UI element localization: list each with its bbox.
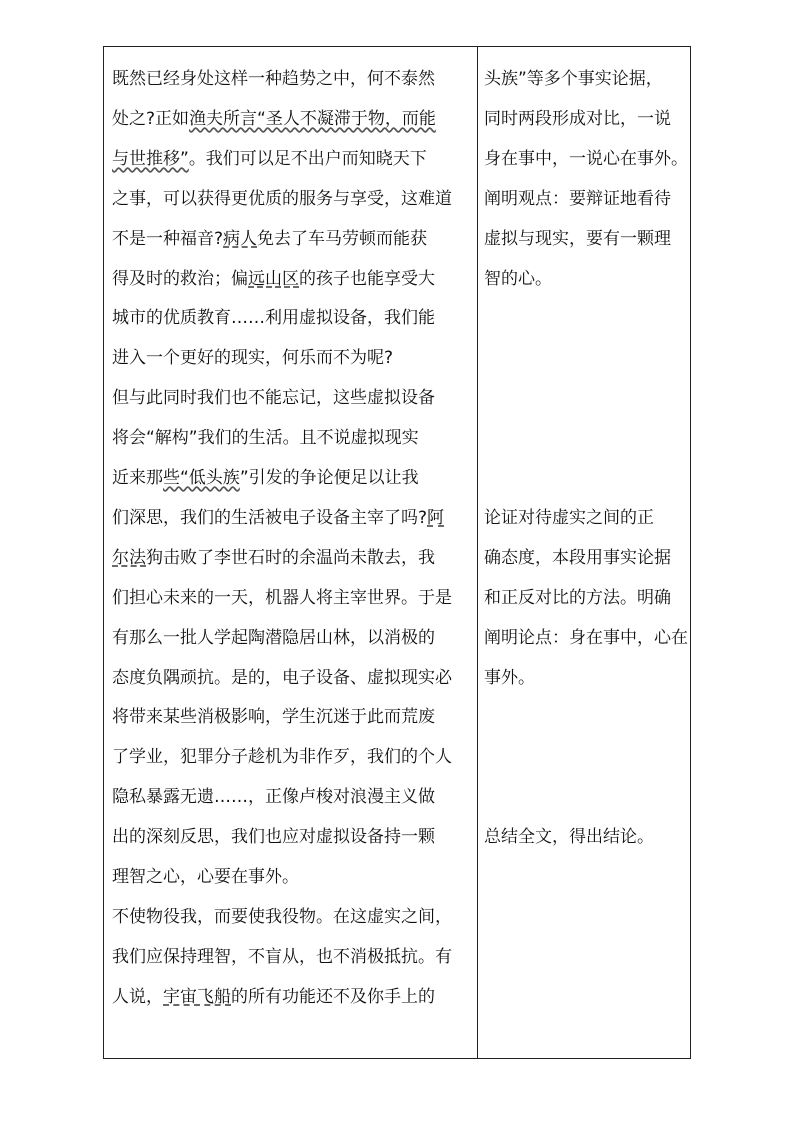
- essay-line: [112, 386, 435, 410]
- text-segment: 不是一种福音?: [112, 228, 224, 249]
- essay-line: [112, 705, 435, 729]
- essay-line: [112, 346, 393, 370]
- essay-line: [112, 306, 435, 330]
- essay-line: [112, 825, 435, 849]
- text-segment: 之事，可以获得更优质的服务与享受，这难道: [112, 188, 452, 209]
- essay-line: [112, 187, 452, 211]
- text-segment: 理智之心，心要在事外。: [112, 867, 299, 887]
- essay-line: [112, 666, 452, 690]
- text-segment: 城市的优质教育……利用虚拟设备，我们能: [112, 308, 435, 329]
- essay-line: [112, 466, 419, 490]
- text-segment: 得及时的救治；偏: [112, 268, 248, 289]
- annotation-line: 身在事中，一说心在事外。: [484, 148, 688, 169]
- text-segment: 出的深刻反思，我们也应对虚拟设备持一颗: [112, 827, 435, 848]
- annotation-line: 和正反对比的方法。明确: [484, 587, 671, 608]
- annotation-line: 智的心。: [484, 268, 552, 289]
- essay-line: [112, 506, 444, 530]
- essay-line: [112, 426, 419, 450]
- text-segment: 人说，: [112, 986, 163, 1007]
- text-segment: 将带来某些消极影响，学生沉迷于此而荒废: [112, 707, 435, 728]
- column-divider: [477, 47, 478, 1058]
- essay-line: [112, 67, 435, 91]
- text-segment: 将会“解构”我们的生活。且不说虚拟现实: [112, 428, 419, 449]
- text-segment: 。我们可以足不出户而知晓天下: [188, 148, 427, 169]
- text-segment: 狗击败了李世石时的余温尚未散去，我: [146, 547, 435, 568]
- annotation-line: 事外。: [484, 667, 535, 688]
- text-segment: 有那么一批人学起陶潜隐居山林，以消极的: [112, 627, 435, 648]
- text-segment: 隐私暴露无遗……，正像卢梭对浪漫主义做: [112, 787, 435, 808]
- essay-line: [112, 107, 436, 131]
- text-segment: 我们应保持理智，不盲从，也不消极抵抗。有: [112, 946, 452, 967]
- text-segment: 但与此同时我们也不能忘记，这些虚拟设备: [112, 388, 435, 409]
- text-segment: 的孩子也能享受大: [299, 268, 435, 289]
- essay-line: [112, 865, 299, 889]
- essay-line: [112, 546, 435, 570]
- essay-line: [112, 626, 435, 650]
- essay-line: [112, 785, 435, 809]
- text-segment: 不使物役我，而要使我役物。在这虚实之间，: [112, 906, 452, 927]
- text-segment: ”引发的争论便足以让我: [239, 468, 419, 488]
- text-segment: 了学业，犯罪分子趁机为非作歹，我们的个人: [112, 747, 452, 768]
- essay-line: [112, 945, 452, 969]
- text-segment: 近来那: [112, 468, 163, 488]
- annotation-line: 虚拟与现实，要有一颗理: [484, 228, 671, 249]
- essay-line: [112, 745, 452, 769]
- text-segment: 们担心未来的一天，机器人将主宰世界。于是: [112, 587, 452, 608]
- underlined-text: 阿: [427, 507, 445, 528]
- text-segment: 的所有功能还不及你手上的: [231, 986, 435, 1007]
- underlined-text: 渔夫所言“圣人不凝滞于物，而能: [189, 108, 436, 129]
- text-segment: 们深思，我们的生活被电子设备主宰了吗?: [112, 507, 428, 528]
- underlined-text: 病人: [223, 228, 258, 249]
- annotation-line: 确态度，本段用事实论据: [484, 547, 671, 568]
- text-segment: 进入一个更好的现实，何乐而不为呢?: [112, 348, 394, 369]
- text-segment: 免去了车马劳顿而能获: [257, 228, 428, 249]
- essay-line: [112, 227, 427, 251]
- underlined-text: 些“低头族: [163, 468, 240, 488]
- essay-line: [112, 905, 452, 929]
- underlined-text: 尔法: [112, 547, 146, 568]
- annotation-line: 阐明观点：要辩证地看待: [484, 188, 671, 209]
- text-segment: 既然已经身处这样一种趋势之中，何不泰然: [112, 69, 435, 89]
- text-segment: 处之?正如: [112, 108, 190, 129]
- annotation-line: 阐明论点：身在事中，心在: [484, 627, 688, 648]
- essay-line: [112, 586, 452, 610]
- annotation-line: 头族”等多个事实论据，: [484, 69, 663, 89]
- text-segment: 态度负隅顽抗。是的，电子设备、虚拟现实必: [112, 667, 452, 688]
- essay-line: [112, 147, 427, 171]
- underlined-text: 与世推移”: [112, 148, 189, 169]
- underlined-text: 远山区: [248, 268, 299, 289]
- annotation-line: 论证对待虚实之间的正: [484, 507, 654, 528]
- annotation-line: 同时两段形成对比，一说: [484, 108, 671, 129]
- essay-line: [112, 267, 435, 291]
- underlined-text: 宇宙飞船: [163, 986, 231, 1007]
- essay-table: [103, 46, 691, 1059]
- essay-line: [112, 985, 435, 1009]
- annotation-line: 总结全文，得出结论。: [484, 827, 654, 848]
